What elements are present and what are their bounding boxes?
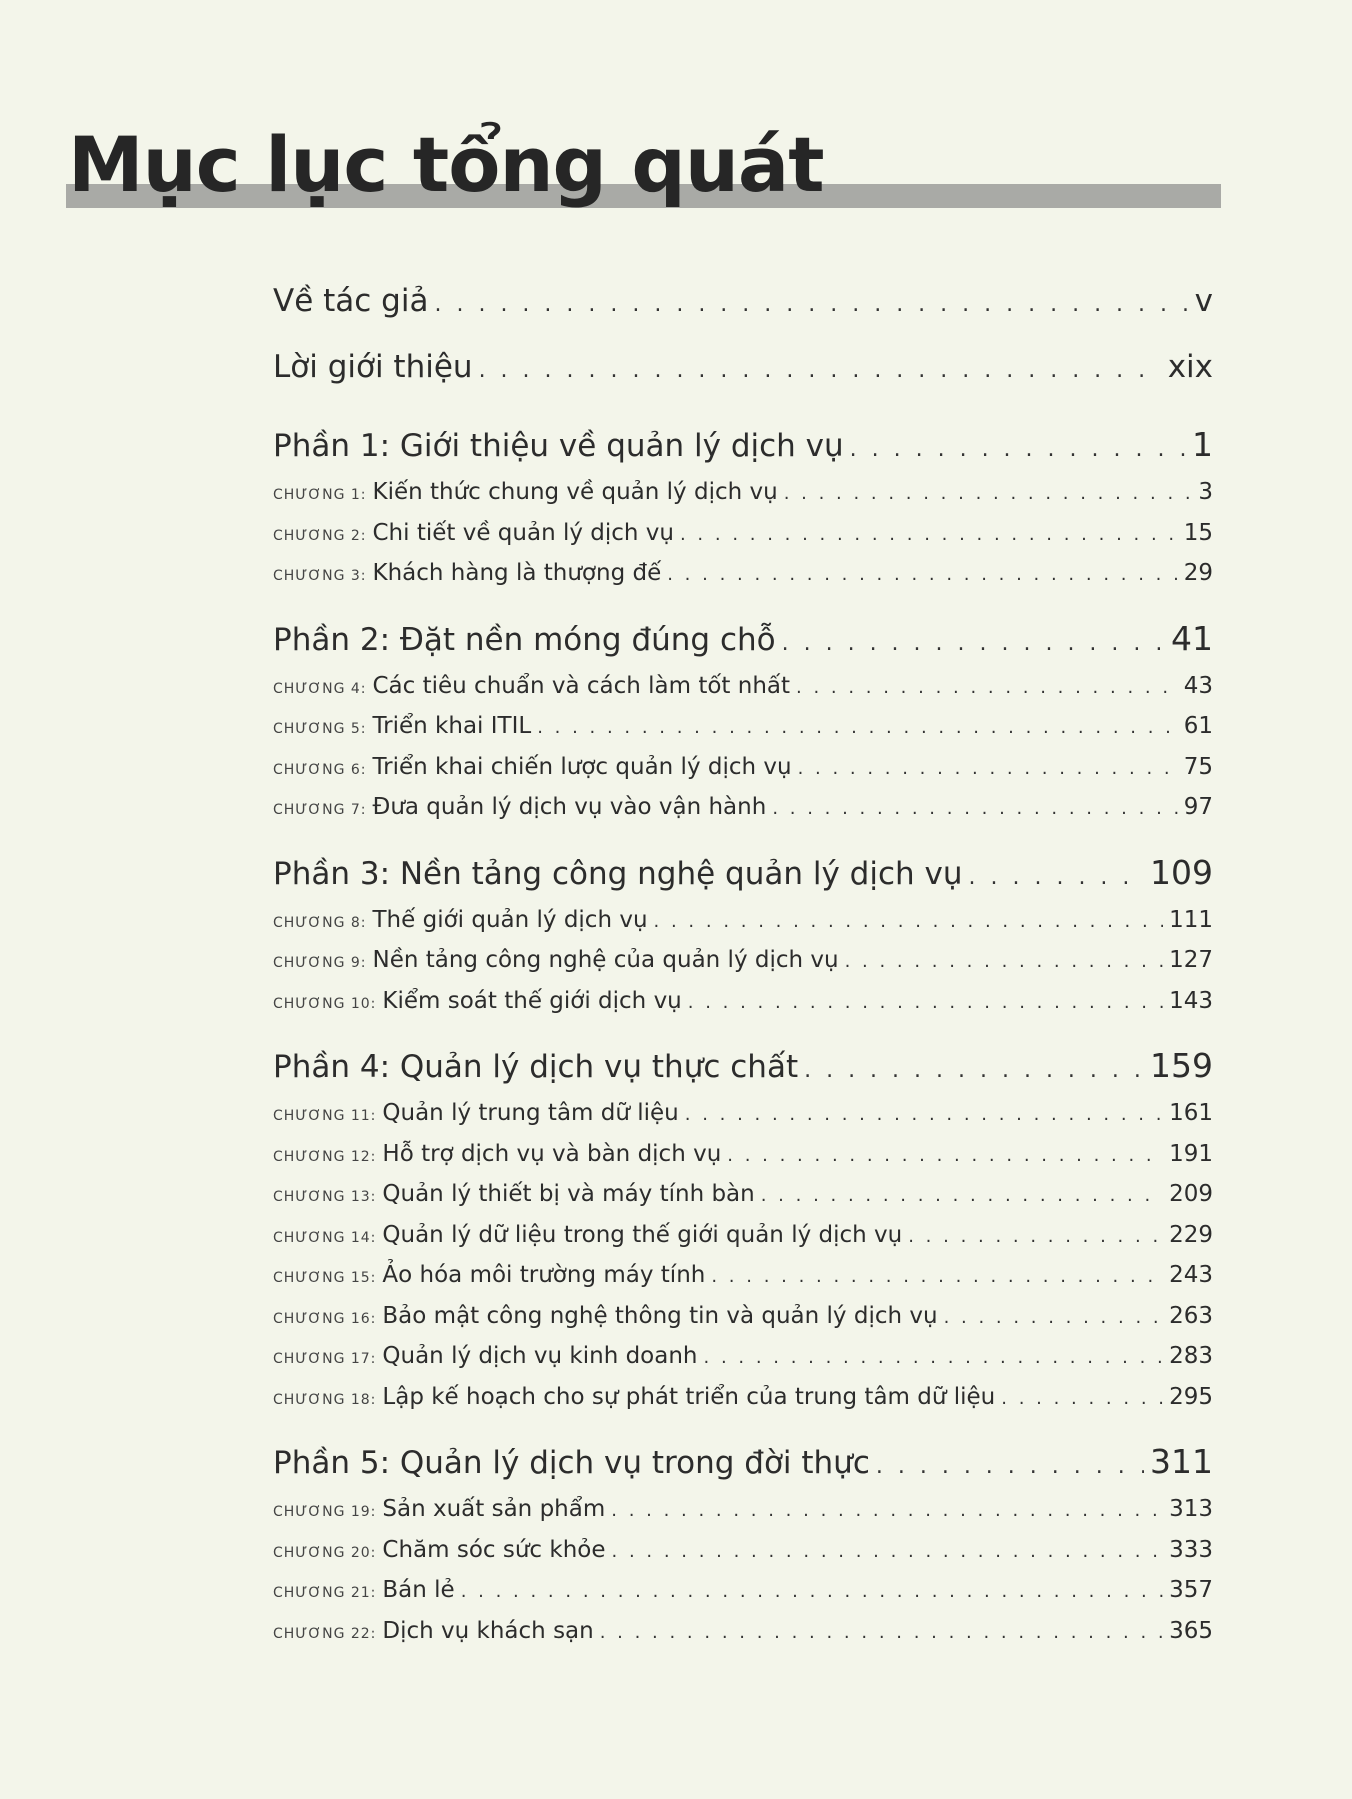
part-block	[273, 1039, 1213, 1417]
toc-chapter-entry[interactable]	[273, 513, 1213, 554]
dot-leader	[845, 942, 1164, 983]
chapter-label: Dịch vụ khách sạn	[382, 1617, 594, 1644]
chapter-label: Bảo mật công nghệ thông tin và quản lý dịch vụ	[382, 1302, 938, 1329]
chapter-page-number: 111	[1169, 906, 1213, 933]
chapter-label: Quản lý trung tâm dữ liệu	[382, 1100, 679, 1126]
toc-chapter-entry[interactable]	[273, 1255, 1213, 1296]
chapter-label: Hỗ trợ dịch vụ và bàn dịch vụ	[382, 1140, 722, 1167]
dot-leader	[850, 423, 1186, 477]
chapter-prefix: CHƯƠNG 18:	[273, 1391, 377, 1408]
dot-leader	[761, 1176, 1163, 1217]
toc-chapter-entry[interactable]	[273, 940, 1213, 981]
chapter-title	[273, 940, 839, 984]
part-page-number: 311	[1150, 1442, 1213, 1481]
chapter-prefix: CHƯƠNG 12:	[273, 1148, 377, 1165]
chapter-prefix: CHƯƠNG 1:	[273, 487, 367, 503]
chapter-page-number: 143	[1169, 987, 1213, 1014]
chapter-label: Bán lẻ	[382, 1577, 455, 1603]
chapter-page-number: 43	[1183, 672, 1213, 699]
chapter-prefix: CHƯƠNG 7:	[273, 802, 367, 818]
chapter-label: Chi tiết về quản lý dịch vụ	[372, 519, 674, 546]
chapter-prefix: CHƯƠNG 6:	[273, 761, 367, 778]
toc-chapter-entry[interactable]	[273, 1489, 1213, 1530]
part-label: Phần 4: Quản lý dịch vụ thực chất	[273, 1049, 799, 1085]
toc-chapter-entry[interactable]	[273, 1530, 1213, 1571]
part-block	[273, 418, 1213, 594]
dot-leader	[434, 272, 1188, 338]
chapter-title	[273, 666, 790, 710]
chapter-label: Chăm sóc sức khỏe	[382, 1536, 606, 1563]
chapter-prefix: CHƯƠNG 19:	[273, 1504, 377, 1520]
toc-chapter-entry[interactable]	[273, 1377, 1213, 1418]
chapter-page-number: 3	[1198, 479, 1213, 505]
dot-leader	[685, 1095, 1163, 1136]
dot-leader	[798, 749, 1178, 790]
chapter-label: Thế giới quản lý dịch vụ	[372, 906, 648, 933]
dot-leader	[537, 708, 1178, 749]
chapter-prefix: CHƯƠNG 11:	[273, 1108, 377, 1124]
dot-leader	[1001, 1379, 1163, 1420]
toc-chapter-entry[interactable]	[273, 706, 1213, 747]
chapter-label: Lập kế hoạch cho sự phát triển của trung tâm dữ liệu	[382, 1383, 996, 1410]
chapter-title	[273, 1174, 755, 1218]
chapter-title	[273, 1255, 705, 1299]
dot-leader	[600, 1613, 1163, 1654]
toc-chapter-entry[interactable]	[273, 472, 1213, 513]
dot-leader	[804, 1044, 1144, 1098]
toc-part-entry[interactable]	[273, 1435, 1213, 1489]
part-page-number: 109	[1150, 852, 1213, 892]
dot-leader	[611, 1491, 1163, 1532]
page-title: Mục lục tổng quát	[68, 120, 824, 209]
toc-chapter-entry[interactable]	[273, 1134, 1213, 1175]
chapter-title	[273, 900, 648, 944]
chapter-title	[273, 1215, 902, 1259]
chapter-page-number: 191	[1169, 1140, 1213, 1167]
chapter-title	[273, 1134, 721, 1178]
parts-list	[273, 418, 1213, 1651]
entry-label: Về tác giả	[273, 283, 429, 319]
chapter-label: Ảo hóa môi trường máy tính	[382, 1262, 706, 1288]
toc-part-entry[interactable]	[273, 1039, 1213, 1093]
chapter-prefix: CHƯƠNG 2:	[273, 527, 367, 544]
chapter-title	[273, 1530, 606, 1574]
toc-chapter-entry[interactable]	[273, 1174, 1213, 1215]
chapter-label: Kiểm soát thế giới dịch vụ	[382, 987, 682, 1014]
dot-leader	[704, 1338, 1164, 1379]
chapter-title	[273, 706, 531, 750]
toc-chapter-entry[interactable]	[273, 553, 1213, 594]
toc-chapter-entry[interactable]	[273, 666, 1213, 707]
chapter-prefix: CHƯƠNG 20:	[273, 1544, 377, 1561]
chapter-prefix: CHƯƠNG 3:	[273, 568, 367, 584]
toc-part-entry[interactable]	[273, 418, 1213, 472]
chapter-label: Quản lý thiết bị và máy tính bàn	[382, 1181, 755, 1207]
toc-chapter-entry[interactable]	[273, 900, 1213, 941]
dot-leader	[688, 983, 1163, 1024]
chapter-title	[273, 981, 682, 1025]
toc-chapter-entry[interactable]	[273, 1093, 1213, 1134]
chapter-title	[273, 1611, 594, 1655]
chapter-page-number: 29	[1183, 560, 1213, 586]
part-label: Phần 3: Nền tảng công nghệ quản lý dịch vụ	[273, 855, 963, 892]
chapter-label: Sản xuất sản phẩm	[382, 1496, 606, 1522]
part-block	[273, 1435, 1213, 1651]
dot-leader	[784, 474, 1193, 515]
chapter-page-number: 75	[1183, 753, 1213, 780]
toc-chapter-entry[interactable]	[273, 1336, 1213, 1377]
chapter-title	[273, 747, 792, 791]
chapter-page-number: 243	[1169, 1262, 1213, 1288]
toc-chapter-entry[interactable]	[273, 1215, 1213, 1256]
chapter-title	[273, 1377, 995, 1421]
toc-part-entry[interactable]	[273, 612, 1213, 666]
entry-page-number: v	[1194, 283, 1213, 319]
chapter-page-number: 229	[1169, 1221, 1213, 1248]
part-page-number: 159	[1150, 1046, 1213, 1085]
chapter-label: Đưa quản lý dịch vụ vào vận hành	[372, 794, 767, 820]
chapter-title	[273, 1336, 698, 1380]
dot-leader	[969, 851, 1144, 905]
toc-entry-about-author[interactable]	[273, 268, 1213, 334]
chapter-title	[273, 787, 766, 831]
chapter-prefix: CHƯƠNG 10:	[273, 995, 377, 1012]
dot-leader	[461, 1572, 1163, 1613]
chapter-page-number: 333	[1169, 1536, 1213, 1563]
dot-leader	[782, 617, 1165, 671]
table-of-contents	[273, 268, 1213, 1651]
entry-label: Lời giới thiệu	[273, 349, 473, 385]
chapter-title	[273, 513, 674, 557]
dot-leader	[772, 789, 1177, 830]
part-page-number: 1	[1192, 425, 1213, 464]
dot-leader	[908, 1217, 1163, 1258]
chapter-prefix: CHƯƠNG 4:	[273, 680, 367, 697]
chapter-prefix: CHƯƠNG 17:	[273, 1351, 377, 1367]
toc-chapter-entry[interactable]	[273, 1296, 1213, 1337]
part-label: Phần 5: Quản lý dịch vụ trong đời thực	[273, 1445, 870, 1481]
chapter-title	[273, 1296, 938, 1340]
entry-page-number: xix	[1167, 349, 1213, 385]
chapter-label: Triển khai chiến lược quản lý dịch vụ	[372, 753, 792, 780]
chapter-page-number: 127	[1169, 947, 1213, 973]
chapter-prefix: CHƯƠNG 15:	[273, 1270, 377, 1286]
chapter-page-number: 97	[1183, 794, 1213, 820]
chapter-prefix: CHƯƠNG 22:	[273, 1625, 377, 1642]
chapter-prefix: CHƯƠNG 14:	[273, 1229, 377, 1246]
chapter-prefix: CHƯƠNG 9:	[273, 955, 367, 971]
dot-leader	[612, 1532, 1164, 1573]
toc-chapter-entry[interactable]	[273, 787, 1213, 828]
dot-leader	[479, 338, 1162, 404]
chapter-label: Triển khai ITIL	[372, 713, 532, 739]
chapter-label: Kiến thức chung về quản lý dịch vụ	[372, 479, 778, 505]
toc-chapter-entry[interactable]	[273, 981, 1213, 1022]
dot-leader	[876, 1440, 1144, 1494]
chapter-page-number: 161	[1169, 1100, 1213, 1126]
toc-chapter-entry[interactable]	[273, 747, 1213, 788]
dot-leader	[944, 1298, 1164, 1339]
chapter-page-number: 15	[1183, 519, 1213, 546]
dot-leader	[796, 668, 1178, 709]
chapter-page-number: 283	[1169, 1343, 1213, 1369]
chapter-label: Quản lý dịch vụ kinh doanh	[382, 1343, 698, 1369]
part-label: Phần 2: Đặt nền móng đúng chỗ	[273, 621, 776, 658]
chapter-prefix: CHƯƠNG 16:	[273, 1310, 377, 1327]
dot-leader	[667, 555, 1177, 596]
chapter-page-number: 263	[1169, 1302, 1213, 1329]
chapter-prefix: CHƯƠNG 5:	[273, 721, 367, 737]
chapter-page-number: 357	[1169, 1577, 1213, 1603]
toc-entry-introduction[interactable]	[273, 334, 1213, 400]
part-block	[273, 846, 1213, 1022]
toc-chapter-entry[interactable]	[273, 1570, 1213, 1611]
chapter-page-number: 313	[1169, 1496, 1213, 1522]
dot-leader	[654, 902, 1164, 943]
chapter-prefix: CHƯƠNG 13:	[273, 1189, 377, 1205]
chapter-page-number: 61	[1183, 713, 1213, 739]
chapter-label: Quản lý dữ liệu trong thế giới quản lý dịch vụ	[382, 1221, 903, 1248]
chapter-title	[273, 1570, 455, 1614]
chapter-page-number: 365	[1169, 1617, 1213, 1644]
toc-part-entry[interactable]	[273, 846, 1213, 900]
dot-leader	[711, 1257, 1163, 1298]
chapter-label: Các tiêu chuẩn và cách làm tốt nhất	[372, 672, 791, 699]
chapter-prefix: CHƯƠNG 8:	[273, 914, 367, 931]
chapter-title	[273, 1489, 605, 1533]
part-block	[273, 612, 1213, 828]
chapter-page-number: 295	[1169, 1383, 1213, 1410]
chapter-title	[273, 553, 661, 597]
title-block	[66, 120, 1221, 220]
chapter-label: Nền tảng công nghệ của quản lý dịch vụ	[372, 947, 839, 973]
chapter-title	[273, 1093, 679, 1137]
part-label: Phần 1: Giới thiệu về quản lý dịch vụ	[273, 428, 844, 464]
part-page-number: 41	[1171, 618, 1213, 658]
dot-leader	[727, 1136, 1163, 1177]
chapter-title	[273, 472, 778, 516]
dot-leader	[680, 515, 1178, 556]
chapter-label: Khách hàng là thượng đế	[372, 560, 662, 586]
toc-chapter-entry[interactable]	[273, 1611, 1213, 1652]
chapter-prefix: CHƯƠNG 21:	[273, 1585, 377, 1601]
chapter-page-number: 209	[1169, 1181, 1213, 1207]
